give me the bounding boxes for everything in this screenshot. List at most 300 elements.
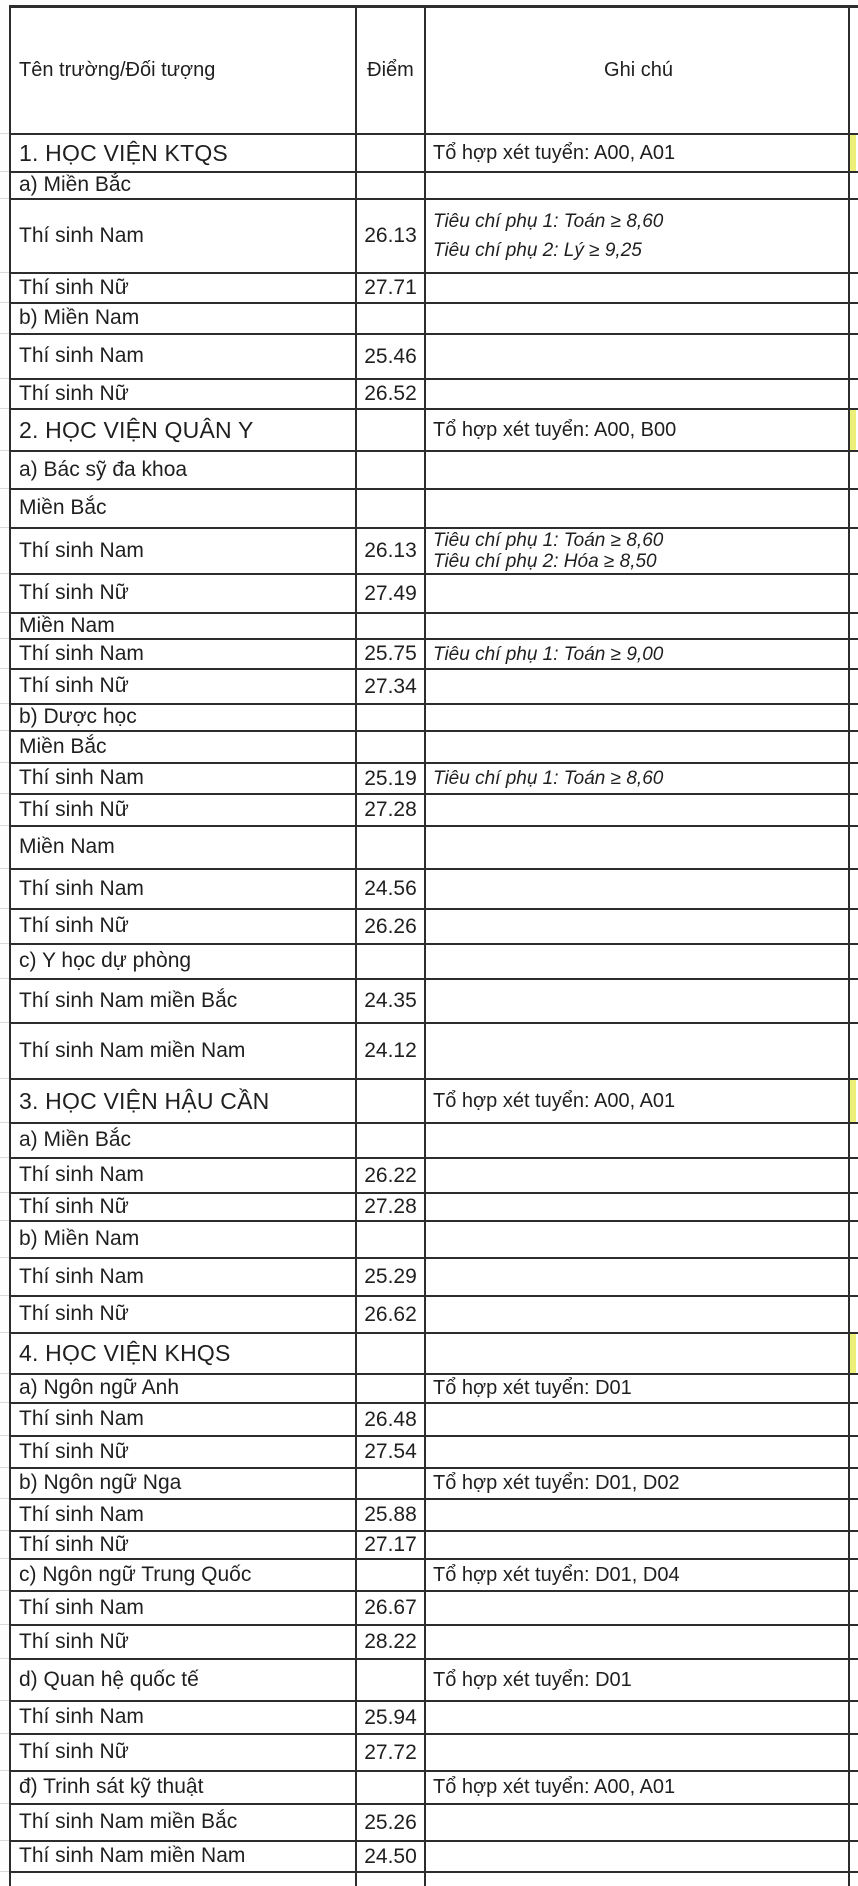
left-gutter [0, 302, 9, 333]
row-label: Thí sinh Nữ [19, 914, 129, 938]
score-cell [357, 943, 426, 978]
left-gutter [0, 703, 9, 730]
note-cell [426, 825, 850, 868]
note-cell [426, 1700, 850, 1733]
row-label: Miền Bắc [19, 496, 107, 520]
table-body [0, 133, 858, 1886]
header-row [0, 5, 858, 133]
note-cell [426, 1498, 850, 1530]
note-cell [426, 1220, 850, 1257]
left-gutter [0, 1022, 9, 1078]
row-label: Thí sinh Nữ [19, 1740, 129, 1764]
score-cell [357, 1157, 426, 1192]
school-cell [9, 1624, 357, 1658]
score-value: 26.22 [364, 1163, 417, 1187]
criteria-note: Tiêu chí phụ 2: Hóa ≥ 8,50 [433, 551, 657, 572]
school-cell [9, 1373, 357, 1402]
score-cell [357, 333, 426, 378]
score-cell [357, 793, 426, 825]
criteria-note: Tiêu chí phụ 1: Toán ≥ 9,00 [433, 643, 664, 665]
row-label: Miền Nam [19, 835, 115, 859]
table-row [0, 333, 858, 378]
row-label: 4. HỌC VIỆN KHQS [19, 1340, 231, 1367]
note-cell [426, 1840, 850, 1871]
note-cell [426, 450, 850, 488]
school-cell [9, 1192, 357, 1220]
table-row [0, 1257, 858, 1295]
table-row [0, 171, 858, 198]
school-cell [9, 333, 357, 378]
school-cell [9, 1590, 357, 1624]
score-value: 24.50 [364, 1844, 417, 1868]
note-cell [426, 1624, 850, 1658]
school-cell [9, 638, 357, 668]
left-gutter [0, 868, 9, 908]
left-gutter [0, 1373, 9, 1402]
score-value: 25.26 [364, 1810, 417, 1834]
row-label: đ) Trinh sát kỹ thuật [19, 1775, 204, 1799]
row-label: Thí sinh Nam [19, 1595, 144, 1619]
left-gutter [0, 1733, 9, 1770]
table-row [0, 943, 858, 978]
row-label: b) Ngôn ngữ Nga [19, 1471, 182, 1495]
score-value: 27.71 [364, 276, 417, 299]
row-label: a) Miền Bắc [19, 1128, 132, 1152]
row-label: c) Y học dự phòng [19, 949, 192, 973]
score-cell [357, 638, 426, 668]
row-label: d) Quan hệ quốc tế [19, 1667, 199, 1691]
note-cell [426, 527, 850, 573]
left-gutter [0, 978, 9, 1022]
school-cell [9, 1220, 357, 1257]
school-cell [9, 378, 357, 408]
score-cell [357, 488, 426, 527]
score-cell [357, 1435, 426, 1467]
row-label: b) Miền Nam [19, 1227, 140, 1251]
header-school-label: Tên trường/Đối tượng [19, 59, 216, 81]
score-value: 26.52 [364, 382, 417, 405]
score-cell [357, 1078, 426, 1122]
score-cell [357, 1624, 426, 1658]
left-gutter [0, 1220, 9, 1257]
note-cell [426, 762, 850, 793]
table-row [0, 1498, 858, 1530]
left-gutter [0, 1157, 9, 1192]
table-row [0, 573, 858, 612]
row-label: Thí sinh Nữ [19, 797, 129, 821]
left-gutter [0, 1840, 9, 1871]
note-cell [426, 198, 850, 272]
table-row [0, 1590, 858, 1624]
left-gutter [0, 1498, 9, 1530]
table-row [0, 908, 858, 943]
school-cell [9, 408, 357, 450]
left-gutter [0, 1122, 9, 1157]
school-cell [9, 1157, 357, 1192]
note-cell [426, 703, 850, 730]
school-cell [9, 612, 357, 638]
school-cell [9, 527, 357, 573]
row-label: b) Dược học [19, 705, 137, 729]
left-gutter [0, 527, 9, 573]
note-cell [426, 1332, 850, 1373]
school-cell [9, 1498, 357, 1530]
left-gutter [0, 1770, 9, 1803]
table-row [0, 1220, 858, 1257]
row-label: a) Miền Bắc [19, 173, 132, 197]
row-label: Thí sinh Nam [19, 1264, 144, 1288]
school-cell [9, 1078, 357, 1122]
left-gutter [0, 488, 9, 527]
score-cell [357, 1840, 426, 1871]
note-cell [426, 573, 850, 612]
row-label: Thí sinh Nam [19, 1407, 144, 1431]
score-value: 27.54 [364, 1440, 417, 1463]
score-value: 25.75 [364, 642, 417, 665]
score-value: 28.22 [364, 1630, 417, 1653]
score-cell [357, 1295, 426, 1332]
left-gutter [0, 5, 9, 133]
school-cell [9, 943, 357, 978]
note-cell [426, 408, 850, 450]
school-cell [9, 450, 357, 488]
score-value: 24.12 [364, 1039, 417, 1062]
table-row [0, 1373, 858, 1402]
row-label: b) Miền Nam [19, 306, 140, 330]
row-label: a) Ngôn ngữ Anh [19, 1376, 180, 1400]
score-value: 27.72 [364, 1740, 417, 1764]
note-cell [426, 1871, 850, 1886]
left-gutter [0, 1078, 9, 1122]
score-cell [357, 378, 426, 408]
score-cell [357, 272, 426, 302]
score-cell [357, 1122, 426, 1157]
row-label: Thí sinh Nam miền Nam [19, 1844, 246, 1868]
row-label: Thí sinh Nam [19, 766, 144, 790]
score-cell [357, 1257, 426, 1295]
note-cell [426, 333, 850, 378]
school-cell [9, 272, 357, 302]
row-label: Thí sinh Nam miền Bắc [19, 988, 238, 1012]
note-cell [426, 978, 850, 1022]
table-row [0, 1435, 858, 1467]
left-gutter [0, 378, 9, 408]
table-row [0, 793, 858, 825]
score-value: 26.62 [364, 1302, 417, 1326]
left-gutter [0, 1803, 9, 1840]
row-label: Thí sinh Nữ [19, 381, 129, 405]
left-gutter [0, 133, 9, 171]
left-gutter [0, 1467, 9, 1498]
criteria-note: Tiêu chí phụ 1: Toán ≥ 8,60 [433, 211, 664, 232]
row-label: 2. HỌC VIỆN QUÂN Y [19, 416, 254, 443]
score-cell [357, 668, 426, 703]
note-cell [426, 1078, 850, 1122]
left-gutter [0, 1658, 9, 1700]
score-cell [357, 198, 426, 272]
left-gutter [0, 793, 9, 825]
score-cell [357, 1022, 426, 1078]
table-row [0, 762, 858, 793]
left-gutter [0, 825, 9, 868]
school-cell [9, 1467, 357, 1498]
table-row [0, 408, 858, 450]
note-cell [426, 1435, 850, 1467]
score-value: 25.88 [364, 1503, 417, 1526]
score-cell [357, 1220, 426, 1257]
admission-combination-note: Tổ hợp xét tuyển: D01 [433, 1377, 632, 1399]
school-cell [9, 730, 357, 762]
left-gutter [0, 1402, 9, 1435]
score-cell [357, 1658, 426, 1700]
score-cell [357, 1467, 426, 1498]
note-cell [426, 1530, 850, 1558]
score-cell [357, 450, 426, 488]
score-cell [357, 978, 426, 1022]
left-gutter [0, 762, 9, 793]
note-cell [426, 1467, 850, 1498]
note-cell [426, 1590, 850, 1624]
row-label: 1. HỌC VIỆN KTQS [19, 139, 228, 166]
header-note-label: Ghi chú [604, 59, 673, 81]
score-cell [357, 1530, 426, 1558]
table-row [0, 450, 858, 488]
note-cell [426, 668, 850, 703]
row-label: Miền Nam [19, 613, 115, 637]
school-cell [9, 1803, 357, 1840]
score-value: 25.94 [364, 1705, 417, 1729]
table-row [0, 272, 858, 302]
note-cell [426, 1770, 850, 1803]
school-cell [9, 978, 357, 1022]
note-cell [426, 1257, 850, 1295]
school-cell [9, 133, 357, 171]
table-row [0, 1530, 858, 1558]
school-cell [9, 762, 357, 793]
table-row [0, 638, 858, 668]
left-gutter [0, 333, 9, 378]
score-cell [357, 133, 426, 171]
school-cell [9, 1332, 357, 1373]
note-cell [426, 908, 850, 943]
left-gutter [0, 612, 9, 638]
table-row [0, 1700, 858, 1733]
note-cell [426, 378, 850, 408]
left-gutter [0, 1700, 9, 1733]
school-cell [9, 302, 357, 333]
left-gutter [0, 668, 9, 703]
admission-combination-note: Tổ hợp xét tuyển: D01, D04 [433, 1563, 680, 1586]
row-label: Thí sinh Nam [19, 538, 144, 562]
note-cell [426, 638, 850, 668]
score-value: 26.48 [364, 1407, 417, 1431]
left-gutter [0, 908, 9, 943]
note-cell [426, 302, 850, 333]
admission-combination-note: Tổ hợp xét tuyển: A00, A01 [433, 1089, 676, 1112]
table-row [0, 1157, 858, 1192]
header-score-column [357, 5, 426, 133]
school-cell [9, 573, 357, 612]
table-row [0, 378, 858, 408]
note-cell [426, 1558, 850, 1590]
left-gutter [0, 1871, 9, 1886]
row-label: Thí sinh Nữ [19, 1194, 129, 1218]
score-cell [357, 908, 426, 943]
row-label: a) Bác sỹ đa khoa [19, 457, 188, 481]
left-gutter [0, 198, 9, 272]
table-row [0, 730, 858, 762]
score-value: 25.46 [364, 344, 417, 368]
score-cell [357, 1590, 426, 1624]
school-cell [9, 668, 357, 703]
row-label: Miền Bắc [19, 734, 107, 758]
table-row [0, 1770, 858, 1803]
school-cell [9, 1770, 357, 1803]
table-row [0, 1871, 858, 1886]
table-row [0, 198, 858, 272]
school-cell [9, 868, 357, 908]
table-row [0, 1803, 858, 1840]
score-value: 27.49 [364, 581, 417, 605]
left-gutter [0, 1590, 9, 1624]
school-cell [9, 1435, 357, 1467]
table-row [0, 1658, 858, 1700]
score-value: 27.17 [364, 1533, 417, 1556]
left-gutter [0, 408, 9, 450]
left-gutter [0, 1624, 9, 1658]
left-gutter [0, 171, 9, 198]
note-cell [426, 171, 850, 198]
score-cell [357, 868, 426, 908]
score-cell [357, 573, 426, 612]
score-cell [357, 703, 426, 730]
table-row [0, 302, 858, 333]
school-cell [9, 1658, 357, 1700]
school-cell [9, 488, 357, 527]
row-label: 3. HỌC VIỆN HẬU CẦN [19, 1087, 270, 1114]
score-cell [357, 1700, 426, 1733]
table-row [0, 1402, 858, 1435]
admission-combination-note: Tổ hợp xét tuyển: A00, A01 [433, 1776, 676, 1798]
left-gutter [0, 1530, 9, 1558]
score-cell [357, 612, 426, 638]
score-cell [357, 527, 426, 573]
criteria-note: Tiêu chí phụ 1: Toán ≥ 8,60 [433, 768, 664, 789]
row-label: Thí sinh Nam [19, 1705, 144, 1729]
score-value: 25.29 [364, 1265, 417, 1288]
note-cell [426, 1295, 850, 1332]
row-label: Thí sinh Nam [19, 876, 144, 900]
score-value: 26.67 [364, 1596, 417, 1619]
school-cell [9, 703, 357, 730]
table-row [0, 1022, 858, 1078]
left-gutter [0, 1295, 9, 1332]
table-row [0, 1192, 858, 1220]
row-label: Thí sinh Nam [19, 1502, 144, 1526]
left-gutter [0, 1257, 9, 1295]
note-cell [426, 868, 850, 908]
note-cell [426, 1192, 850, 1220]
row-label: Thí sinh Nữ [19, 1532, 129, 1556]
row-label: Thí sinh Nữ [19, 581, 129, 605]
left-gutter [0, 1332, 9, 1373]
table-row [0, 1624, 858, 1658]
school-cell [9, 1530, 357, 1558]
note-cell [426, 943, 850, 978]
admission-combination-note: Tổ hợp xét tuyển: D01, D02 [433, 1472, 680, 1494]
score-cell [357, 1373, 426, 1402]
header-score-label: Điểm [367, 59, 414, 81]
score-cell [357, 1498, 426, 1530]
row-label: Thí sinh Nữ [19, 275, 129, 299]
table-row [0, 1295, 858, 1332]
school-cell [9, 1402, 357, 1435]
table-row [0, 868, 858, 908]
row-label: Thí sinh Nữ [19, 674, 129, 698]
note-cell [426, 488, 850, 527]
score-cell [357, 730, 426, 762]
note-cell [426, 1658, 850, 1700]
school-cell [9, 1871, 357, 1886]
table-row [0, 1332, 858, 1373]
note-cell [426, 1803, 850, 1840]
note-cell [426, 1122, 850, 1157]
row-label: Thí sinh Nam [19, 641, 144, 665]
school-cell [9, 825, 357, 868]
admission-combination-note: Tổ hợp xét tuyển: A00, B00 [433, 418, 677, 441]
table-row [0, 1558, 858, 1590]
score-value: 26.13 [364, 224, 417, 247]
note-cell [426, 1157, 850, 1192]
row-label: Thí sinh Nữ [19, 1302, 129, 1326]
admission-combination-note: Tổ hợp xét tuyển: A00, A01 [433, 141, 676, 164]
note-cell [426, 1402, 850, 1435]
school-cell [9, 1022, 357, 1078]
note-cell [426, 272, 850, 302]
left-gutter [0, 1558, 9, 1590]
school-cell [9, 1295, 357, 1332]
score-cell [357, 1402, 426, 1435]
note-cell [426, 133, 850, 171]
row-label: Thí sinh Nam [19, 1163, 144, 1187]
note-cell [426, 1733, 850, 1770]
score-cell [357, 1733, 426, 1770]
score-value: 27.34 [364, 674, 417, 698]
score-value: 24.35 [364, 989, 417, 1012]
score-cell [357, 1770, 426, 1803]
table-row [0, 978, 858, 1022]
note-cell [426, 1022, 850, 1078]
criteria-note: Tiêu chí phụ 1: Toán ≥ 8,60 [433, 530, 664, 551]
left-gutter [0, 730, 9, 762]
school-cell [9, 1733, 357, 1770]
score-cell [357, 825, 426, 868]
school-cell [9, 1700, 357, 1733]
left-gutter [0, 638, 9, 668]
score-cell [357, 1332, 426, 1373]
score-cell [357, 762, 426, 793]
score-value: 27.28 [364, 798, 417, 821]
table-row [0, 488, 858, 527]
school-cell [9, 1558, 357, 1590]
score-cell [357, 1558, 426, 1590]
table-row [0, 1467, 858, 1498]
table-row [0, 527, 858, 573]
note-cell [426, 612, 850, 638]
header-school-column [9, 5, 357, 133]
school-cell [9, 198, 357, 272]
score-value: 26.26 [364, 914, 417, 938]
